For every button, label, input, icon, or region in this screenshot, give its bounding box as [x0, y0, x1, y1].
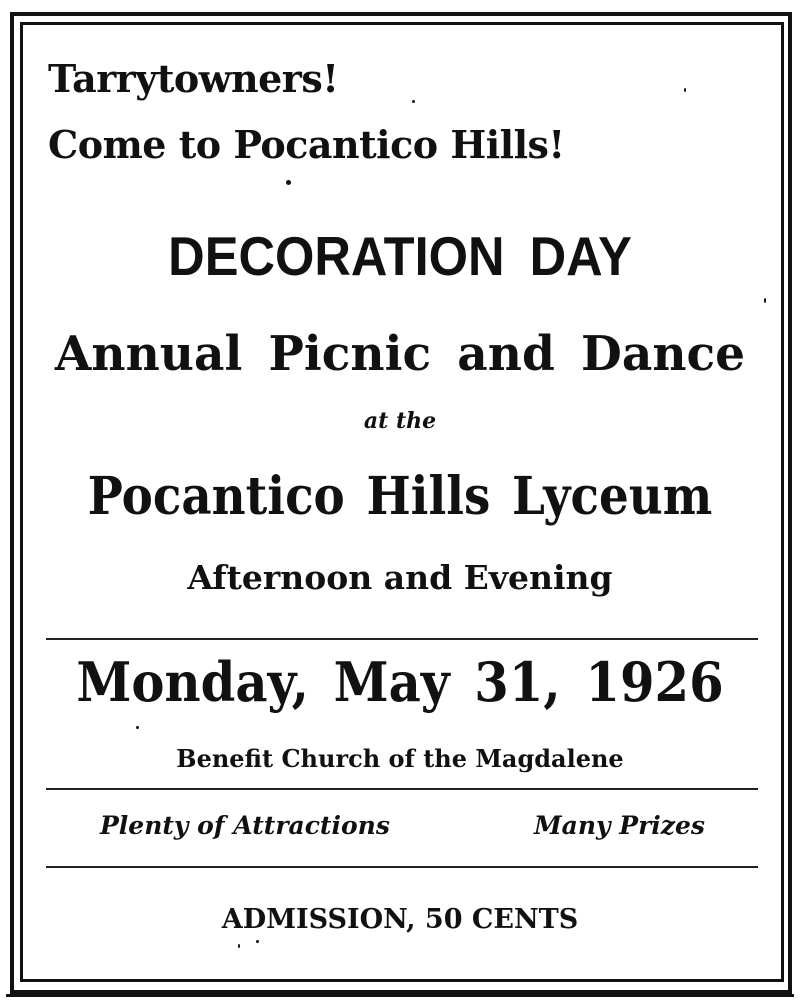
- print-speck: [764, 298, 766, 303]
- time-of-day: Afternoon and Evening: [187, 558, 613, 597]
- attractions-text: Plenty of Attractions: [100, 811, 390, 840]
- greeting-line-2: Come to Pocantico Hills!: [48, 122, 565, 167]
- divider-rule: [46, 638, 758, 640]
- prizes-text: Many Prizes: [534, 811, 705, 840]
- admission-price: ADMISSION, 50 CENTS: [221, 904, 579, 935]
- headline: DECORATION DAY: [168, 225, 632, 287]
- bottom-border-rule: [6, 994, 794, 997]
- print-speck: [684, 88, 686, 92]
- print-speck: [256, 940, 259, 943]
- print-speck: [238, 944, 240, 948]
- divider-rule: [46, 866, 758, 868]
- divider-rule: [46, 788, 758, 790]
- event-title: Annual Picnic and Dance: [54, 326, 746, 382]
- greeting-line-1: Tarrytowners!: [48, 56, 339, 101]
- venue-name: Pocantico Hills Lyceum: [87, 466, 713, 527]
- print-speck: [136, 726, 139, 729]
- print-speck: [412, 100, 415, 103]
- connector-text: at the: [363, 408, 437, 434]
- benefit-line: Benefit Church of the Magdalene: [176, 744, 624, 773]
- print-speck: [286, 180, 291, 185]
- event-date: Monday, May 31, 1926: [76, 650, 724, 714]
